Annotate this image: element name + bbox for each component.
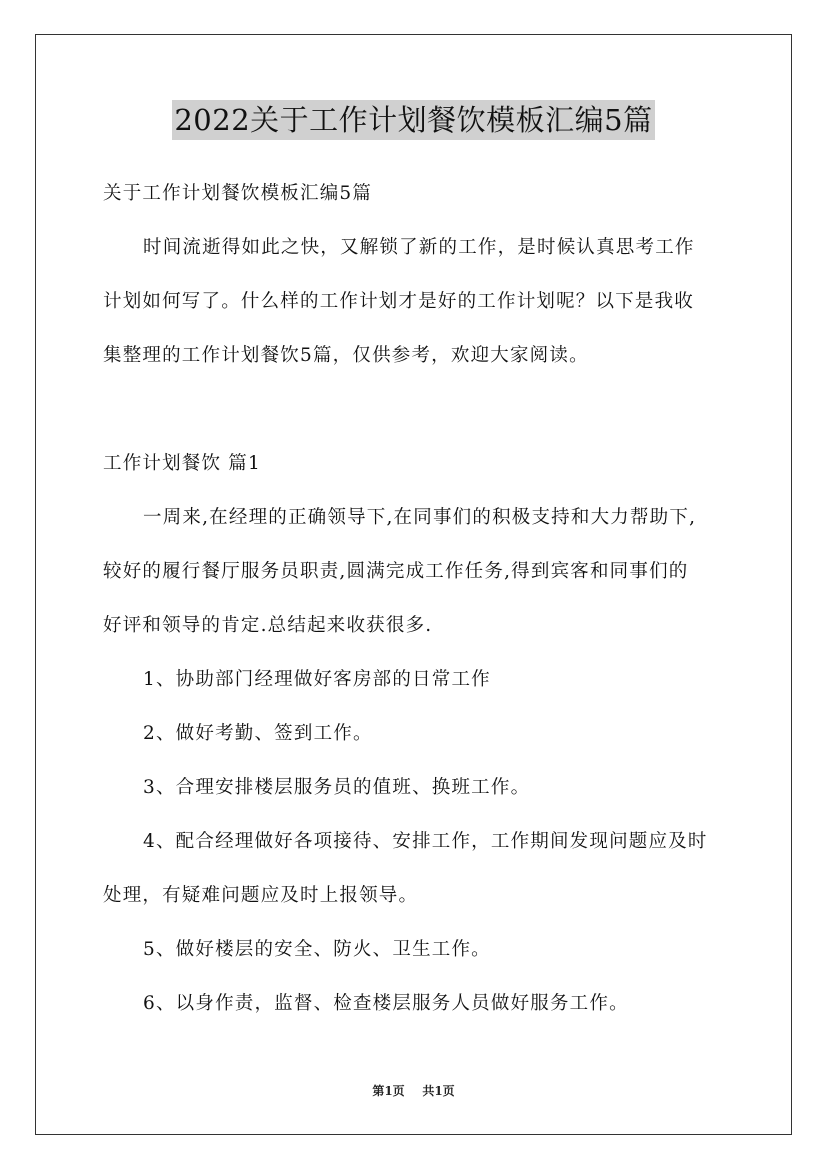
list-item: 2、做好考勤、签到工作。 bbox=[143, 723, 373, 744]
para1-line-1: 一周来,在经理的正确领导下,在同事们的积极支持和大力帮助下, bbox=[143, 507, 697, 528]
section-heading: 工作计划餐饮 篇1 bbox=[103, 453, 261, 474]
list-item: 5、做好楼层的安全、防火、卫生工作。 bbox=[143, 939, 491, 960]
para1-line-3: 好评和领导的肯定.总结起来收获很多. bbox=[103, 615, 433, 636]
title-container bbox=[0, 100, 827, 140]
page-number: 第1页 bbox=[372, 1084, 405, 1098]
para1-line-2: 较好的履行餐厅服务员职责,圆满完成工作任务,得到宾客和同事们的 bbox=[103, 561, 689, 582]
list-item: 1、协助部门经理做好客房部的日常工作 bbox=[143, 669, 491, 690]
page-footer bbox=[0, 1082, 827, 1100]
list-item-continuation: 处理，有疑难问题应及时上报领导。 bbox=[103, 885, 419, 906]
intro-line-1: 时间流逝得如此之快，又解锁了新的工作，是时候认真思考工作 bbox=[143, 237, 695, 258]
intro-line-3: 集整理的工作计划餐饮5篇，仅供参考，欢迎大家阅读。 bbox=[103, 345, 589, 366]
document-subtitle: 关于工作计划餐饮模板汇编5篇 bbox=[103, 183, 373, 204]
document-title: 2022关于工作计划餐饮模板汇编5篇 bbox=[172, 100, 654, 140]
intro-line-2: 计划如何写了。什么样的工作计划才是好的工作计划呢？以下是我收 bbox=[103, 291, 695, 312]
list-item: 6、以身作责，监督、检查楼层服务人员做好服务工作。 bbox=[143, 993, 629, 1014]
list-item: 4、配合经理做好各项接待、安排工作，工作期间发现问题应及时 bbox=[143, 831, 708, 852]
list-item: 3、合理安排楼层服务员的值班、换班工作。 bbox=[143, 777, 531, 798]
page-total: 共1页 bbox=[422, 1084, 455, 1098]
